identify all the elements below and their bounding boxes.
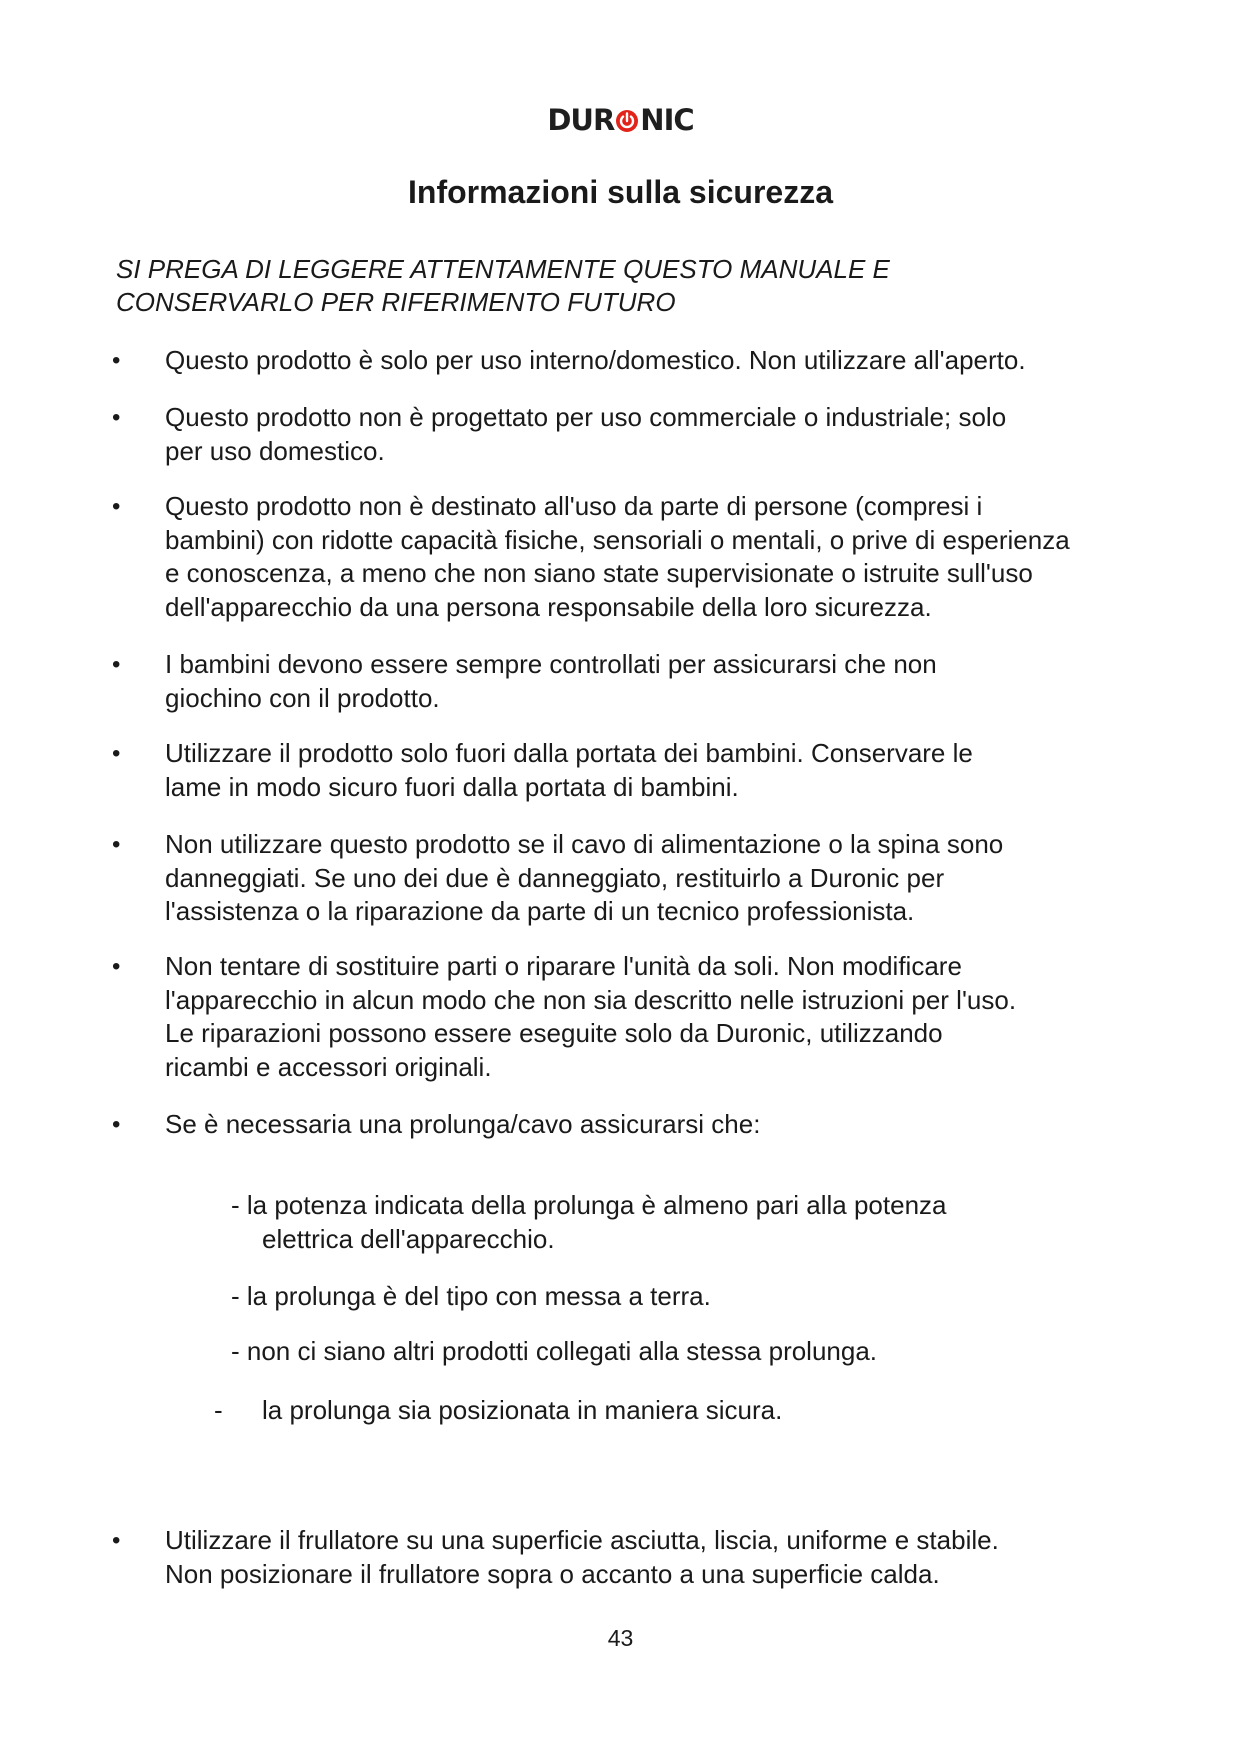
bullet-dot: •	[112, 651, 121, 678]
list-item-text: Se è necessaria una prolunga/cavo assicurarsi che:	[165, 1109, 761, 1139]
logo-text-left: DUR	[547, 103, 615, 137]
bullet-dot: •	[112, 831, 121, 858]
bullet-dot: •	[112, 347, 121, 374]
list-item-text: I bambini devono essere sempre controllati per assicurarsi che non giochino con il prodotto.	[165, 649, 937, 713]
power-icon	[615, 109, 639, 133]
bullet-dot: •	[112, 740, 121, 767]
list-item-text: Questo prodotto è solo per uso interno/domestico. Non utilizzare all'aperto.	[165, 345, 1026, 375]
bullet-dot: •	[112, 953, 121, 980]
list-item-text: Non tentare di sostituire parti o riparare l'unità da soli. Non modificare l'apparecchio in alcun modo che non sia descritto nelle istruzioni per l'uso. Le riparazioni possono essere eseguite solo da Duronic, utilizzando ricambi e accessori originali.	[165, 951, 1017, 1082]
list-item-text: Questo prodotto non è destinato all'uso da parte di persone (compresi i bambini) con ridotte capacità fisiche, sensoriali o mentali, o prive di esperienza e conoscenza, a meno che non siano state supervisionate o istruite sull'uso dell'apparecchio da una persona responsabile della loro sicurezza.	[165, 491, 1070, 622]
list-item-text: Non utilizzare questo prodotto se il cavo di alimentazione o la spina sono danneggiati. Se uno dei due è danneggiato, restituirlo a Duronic per l'assistenza o la riparazione da parte di un tecnico professionista.	[165, 829, 1004, 926]
bullet-dot: •	[112, 404, 121, 431]
sub-list-item: - la prolunga è del tipo con messa a terra.	[231, 1281, 711, 1311]
sub-dash: -	[214, 1395, 223, 1425]
bullet-dot: •	[112, 493, 121, 520]
logo-text-right: NIC	[640, 103, 694, 137]
bullet-dot: •	[112, 1527, 121, 1554]
intro-line: CONSERVARLO PER RIFERIMENTO FUTURO	[116, 287, 676, 317]
page-number: 43	[607, 1625, 634, 1651]
sub-list-item: - la prolunga sia posizionata in maniera sicura.	[214, 1394, 782, 1428]
sub-list-item: - la potenza indicata della prolunga è almeno pari alla potenza elettrica dell'apparecchio.	[231, 1190, 947, 1254]
brand-logo	[0, 104, 1241, 136]
page-title: Informazioni sulla sicurezza	[408, 174, 833, 210]
intro-line: SI PREGA DI LEGGERE ATTENTAMENTE QUESTO MANUALE E	[116, 254, 890, 284]
bullet-dot: •	[112, 1111, 121, 1138]
list-item-text: Utilizzare il prodotto solo fuori dalla portata dei bambini. Conservare le lame in modo sicuro fuori dalla portata di bambini.	[165, 738, 973, 802]
list-item-text: Questo prodotto non è progettato per uso commerciale o industriale; solo per uso domestico.	[165, 402, 1007, 466]
intro-notice	[116, 253, 1116, 319]
list-item-text: Utilizzare il frullatore su una superficie asciutta, liscia, uniforme e stabile. Non posizionare il frullatore sopra o accanto a una superficie calda.	[165, 1525, 999, 1589]
sub-list-item: - non ci siano altri prodotti collegati alla stessa prolunga.	[231, 1336, 878, 1366]
